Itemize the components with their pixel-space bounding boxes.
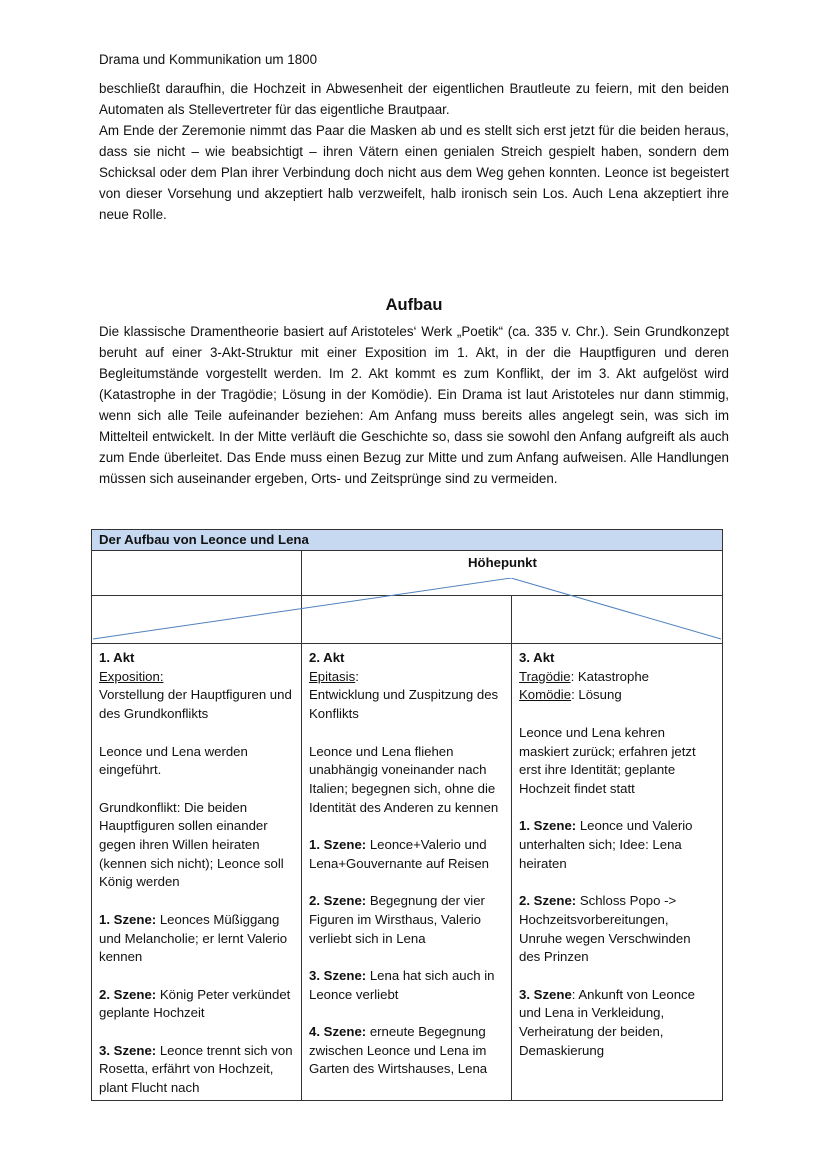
paragraph-1: beschließt daraufhin, die Hochzeit in Abwesenheit der eigentlichen Brautleute zu feiern, mit den beiden Automaten als Stellevertreter für das eigentliche Brautpaar. [99,81,729,117]
akt-2-desc: Entwicklung und Zuspitzung des Konflikts [309,687,499,722]
akt-2-scene-1: 1. Szene: Leonce+Valerio und Lena+Gouvernante auf Reisen [309,837,489,871]
akt-3-text1: Leonce und Lena kehren maskiert zurück; erfahren jetzt erst ihre Identität; geplante Hochzeit findet statt [519,724,696,796]
hoehepunkt-label: Höhepunkt [468,555,537,570]
akt-1-scene-3: 3. Szene: Leonce trennt sich von Rosetta, erfährt von Hochzeit, plant Flucht nach [99,1042,293,1096]
arc-rising-line [93,578,511,639]
akt-3-scene-2: 2. Szene: Schloss Popo -> Hochzeitsvorbereitungen, Unruhe wegen Verschwinden des Prinzen [519,893,691,965]
arc-falling-line [511,578,721,639]
akt-2-scene-3: 3. Szene: Lena hat sich auch in Leonce verliebt [309,967,495,1002]
akt-1-scene-1: 1. Szene: Leonces Müßiggang und Melancholie; er lernt Valerio kennen [99,911,288,965]
akt-3-cell: 3. Akt Tragödie: Katastrophe Komödie: Lösung Leonce und Lena kehren maskiert zurück; erfahren jetzt erst ihre Identität; geplante Hochzeit findet statt 1. Szene: Leonce und Valerio unterhalten sich; Idee: Lena heiraten 2. Szene: Schloss Popo -> Hochzeitsvorbereitungen, Unruhe wegen Verschwinden des Prinzen 3. Szene: Ankunft von Leonce und Lena in Verkleidung, Verheiratung der beiden, Demaskierung [512,644,723,1101]
akt-3-scene-1: 1. Szene: Leonce und Valerio unterhalten sich; Idee: Lena heiraten [519,818,693,871]
paragraph-2: Am Ende der Zeremonie nimmt das Paar die Masken ab und es stellt sich erst jetzt für die beiden heraus, dass sie nicht – wie beabsichtigt – ihren Vätern einen genialen Streich gespielt haben, sondern dem Schicksal oder dem Plan ihrer Verbindung doch nicht aus dem Weg gehen konnten. Leonce ist begeistert von dieser Vorsehung und akzeptiert halb verzweifelt, halb ironisch sein Los. Auch Lena akzeptiert ihre neue Rolle. [99,123,729,222]
akt-1-scene-2: 2. Szene: König Peter verkündet geplante Hochzeit [99,986,291,1021]
akt-2-text1: Leonce und Lena fliehen unabhängig voneinander nach Italien; begegnen sich, ohne die Identität des Anderen zu kennen [309,743,499,815]
akt-3-label-1: Tragödie [519,668,571,684]
akt-3-label-2-line: Komödie: Lösung [519,687,622,703]
akt-2-label: Epitasis [309,668,356,684]
akt-2-scene-4: 4. Szene: erneute Begegnung zwischen Leonce und Lena im Garten des Wirtshauses, Lena [309,1023,488,1077]
akt-1-cell [92,644,302,1101]
akt-2-scene-2: 2. Szene: Begegnung der vier Figuren im Wirsthaus, Valerio verliebt sich in Lena [309,893,485,946]
paragraph-3: Die klassische Dramentheorie basiert auf Aristoteles‘ Werk „Poetik“ (ca. 335 v. Chr.). Sein Grundkonzept beruht auf einer 3-Akt-Struktur mit einer Exposition im 1. Akt, in der die Hauptfiguren und deren Begleitumstände vorgestellt werden. Im 2. Akt kommt es zum Konflikt, der im 3. Akt aufgelöst wird (Katastrophe in der Tragödie; Lösung in der Komödie). Ein Drama ist laut Aristoteles nur dann stimmig, wenn sich alle Teile aufeinander beziehen: Am Anfang muss bereits alles angelegt sein, was sich im Mittelteil entwickelt. In der Mitte verläuft die Geschichte so, dass sie sowohl den Anfang aufgreift als auch zum Ende überleitet. Das Ende muss einen Bezug zur Mitte und zum Anfang aufweisen. Alle Handlungen müssen sich auseinander ergeben, Orts- und Zeitsprünge sind zu vermeiden. [99,324,729,486]
page-header: Drama und Kommunikation um 1800 [99,52,318,67]
akt-3-title: 3. Akt [519,650,555,665]
akt-3-label-2: Komödie [519,687,572,703]
akt-1-label: Exposition: [99,668,164,684]
dramatic-arc-diagram [91,578,723,642]
akt-2-cell: 2. Akt Epitasis: Entwicklung und Zuspitzung des Konflikts Leonce und Lena fliehen unabhängig voneinander nach Italien; begegnen sich, ohne die Identität des Anderen zu kennen 1. Szene: Leonce+Valerio und Lena+Gouvernante auf Reisen 2. Szene: Begegnung der vier Figuren im Wirsthaus, Valerio verliebt sich in Lena 3. Szene: Lena hat sich auch in Leonce verliebt 4. Szene: erneute Begegnung zwischen Leonce und Lena im Garten des Wirtshauses, Lena [302,644,512,1101]
akt-1-desc: Vorstellung der Hauptfiguren und des Grundkonflikts [99,687,292,722]
akt-1-text2: Grundkonflikt: Die beiden Hauptfiguren sollen einander gegen ihren Willen heiraten (kennen sich nicht); Leonce soll König werden [99,799,284,890]
table-title: Der Aufbau von Leonce und Lena [92,530,723,551]
akt-1-text1: Leonce und Lena werden eingeführt. [99,743,248,778]
akt-2-title: 2. Akt [309,650,345,665]
akt-1-title: 1. Akt [99,650,135,665]
section-heading: Aufbau [385,296,443,314]
akt-3-scene-3: 3. Szene: Ankunft von Leonce und Lena in Verkleidung, Verheiratung der beiden, Demaskierung [519,986,695,1058]
